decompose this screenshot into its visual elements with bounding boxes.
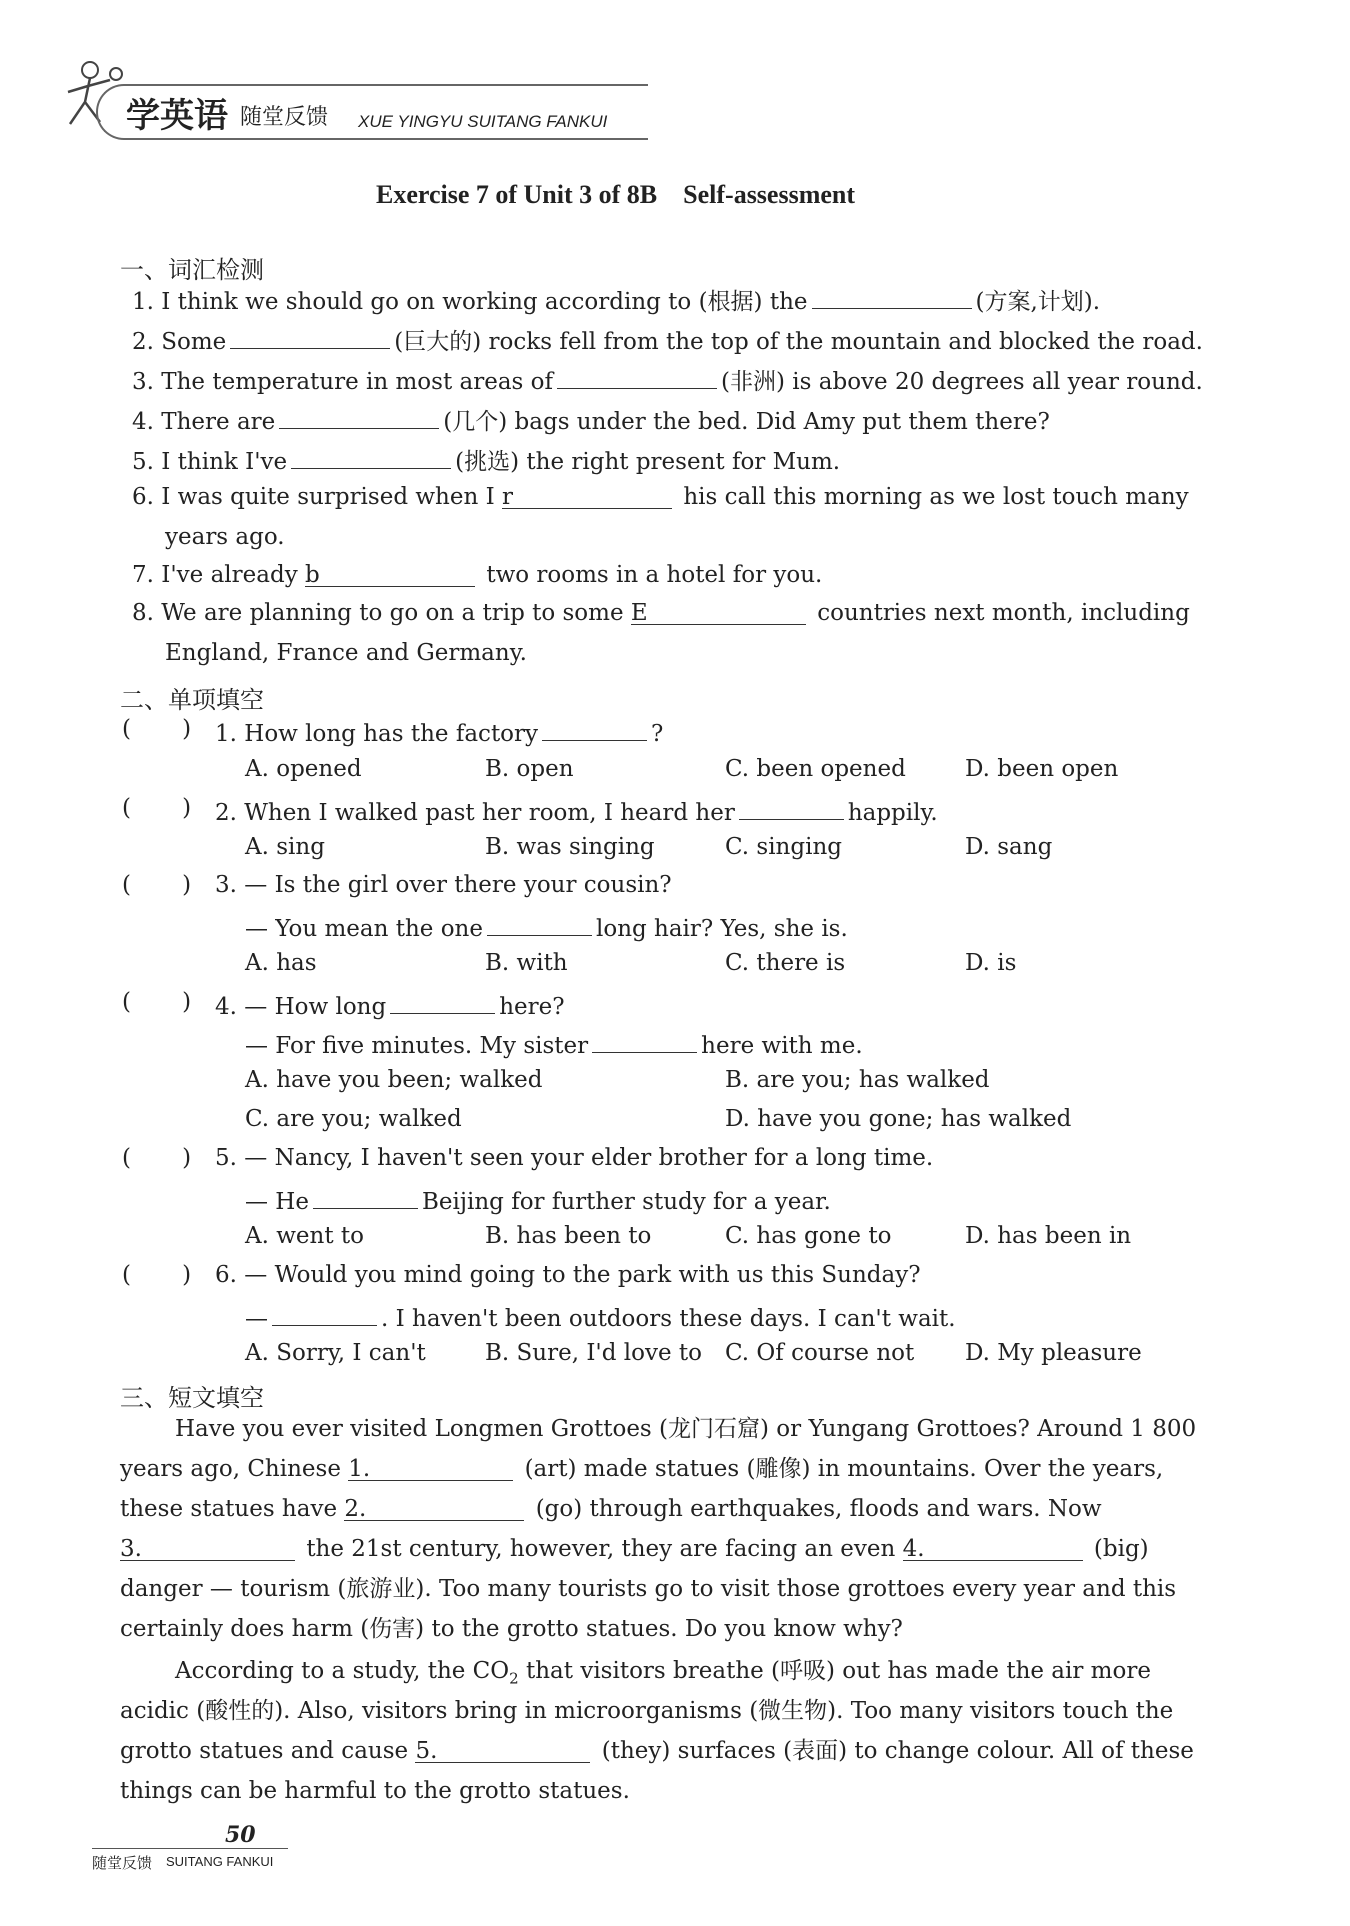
- vocab-item: 4. There are (几个) bags under the bed. Did Amy put them there?: [132, 406, 1050, 434]
- passage-line: 3. the 21st century, however, they are facing an even 4. (big): [120, 1536, 1149, 1562]
- passage-line: certainly does harm (伤害) to the grotto statues. Do you know why?: [120, 1616, 903, 1642]
- mc-question: 4. — How long here?: [215, 991, 565, 1019]
- mc-option[interactable]: D. has been in: [965, 1223, 1132, 1249]
- answer-paren[interactable]: ( ): [122, 716, 192, 742]
- mc-option[interactable]: D. is: [965, 950, 1017, 976]
- answer-paren[interactable]: ( ): [122, 989, 192, 1015]
- answer-blank[interactable]: 4.: [903, 1538, 1083, 1561]
- mc-option[interactable]: B. Sure, I'd love to: [485, 1340, 702, 1366]
- footer-brand-en: SUITANG FANKUI: [166, 1854, 274, 1869]
- answer-blank[interactable]: r: [502, 486, 672, 509]
- answer-blank[interactable]: 3.: [120, 1538, 295, 1561]
- section3-heading: 三、短文填空: [120, 1384, 264, 1412]
- page-number: 50: [225, 1822, 256, 1848]
- mc-question-cont: — . I haven't been outdoors these days. I can't wait.: [245, 1303, 956, 1331]
- answer-blank[interactable]: [812, 286, 972, 309]
- mc-option[interactable]: B. are you; has walked: [725, 1067, 990, 1093]
- answer-paren[interactable]: ( ): [122, 795, 192, 821]
- mc-option[interactable]: D. sang: [965, 834, 1053, 860]
- mc-question-cont: — For five minutes. My sister here with me.: [245, 1030, 863, 1058]
- answer-paren[interactable]: ( ): [122, 1145, 192, 1171]
- mc-option[interactable]: C. Of course not: [725, 1340, 915, 1366]
- mc-option[interactable]: C. are you; walked: [245, 1106, 462, 1132]
- mc-option[interactable]: D. have you gone; has walked: [725, 1106, 1072, 1132]
- answer-blank[interactable]: [739, 797, 844, 820]
- answer-blank[interactable]: 2.: [344, 1498, 524, 1521]
- mc-question-cont: — You mean the one long hair? Yes, she is.: [245, 913, 848, 941]
- mc-option[interactable]: A. opened: [245, 756, 362, 782]
- passage-line: years ago, Chinese 1. (art) made statues (雕像) in mountains. Over the years,: [120, 1456, 1164, 1482]
- answer-blank[interactable]: 5.: [415, 1740, 590, 1763]
- mc-option[interactable]: B. has been to: [485, 1223, 652, 1249]
- mc-option[interactable]: A. Sorry, I can't: [245, 1340, 426, 1366]
- mc-option[interactable]: C. been opened: [725, 756, 906, 782]
- mc-option[interactable]: C. has gone to: [725, 1223, 892, 1249]
- answer-blank[interactable]: b: [305, 564, 475, 587]
- answer-blank[interactable]: [230, 326, 390, 349]
- header-brand-en: XUE YINGYU SUITANG FANKUI: [358, 112, 608, 131]
- mc-option[interactable]: A. went to: [245, 1223, 364, 1249]
- answer-blank[interactable]: 1.: [348, 1458, 513, 1481]
- passage-line: acidic (酸性的). Also, visitors bring in microorganisms (微生物). Too many visitors touch the: [120, 1698, 1174, 1724]
- mc-option[interactable]: B. with: [485, 950, 568, 976]
- vocab-item: 8. We are planning to go on a trip to some E countries next month, including: [132, 600, 1190, 626]
- vocab-item-cont: England, France and Germany.: [165, 640, 527, 666]
- answer-blank[interactable]: [272, 1303, 377, 1326]
- answer-blank[interactable]: [390, 991, 495, 1014]
- answer-paren[interactable]: ( ): [122, 1262, 192, 1288]
- answer-blank[interactable]: [487, 913, 592, 936]
- passage-line: According to a study, the $CO_2$ that visitors breathe (呼吸) out has made the air more: [175, 1658, 1151, 1688]
- mc-question-cont: — He Beijing for further study for a year.: [245, 1186, 831, 1214]
- mc-question: 1. How long has the factory ?: [215, 718, 663, 746]
- answer-blank[interactable]: [592, 1030, 697, 1053]
- passage-line: danger — tourism (旅游业). Too many tourists go to visit those grottoes every year and this: [120, 1576, 1177, 1602]
- vocab-item: 7. I've already b two rooms in a hotel for you.: [132, 562, 823, 588]
- mc-option[interactable]: D. been open: [965, 756, 1119, 782]
- answer-blank[interactable]: [291, 446, 451, 469]
- mc-question: 5. — Nancy, I haven't seen your elder brother for a long time.: [215, 1145, 934, 1171]
- vocab-item: 6. I was quite surprised when I r his call this morning as we lost touch many: [132, 484, 1189, 510]
- vocab-item-cont: years ago.: [165, 524, 285, 550]
- mc-option[interactable]: B. open: [485, 756, 574, 782]
- footer-rule: [92, 1848, 288, 1849]
- header-brand-cn2: 随堂反馈: [240, 105, 329, 130]
- mc-option[interactable]: C. singing: [725, 834, 842, 860]
- footer-brand-cn: 随堂反馈: [92, 1854, 153, 1872]
- mc-option[interactable]: B. was singing: [485, 834, 655, 860]
- answer-blank[interactable]: [557, 366, 717, 389]
- section2-heading: 二、单项填空: [120, 686, 264, 714]
- answer-paren[interactable]: ( ): [122, 872, 192, 898]
- passage-line: these statues have 2. (go) through earthquakes, floods and wars. Now: [120, 1496, 1102, 1522]
- passage-line: Have you ever visited Longmen Grottoes (龙门石窟) or Yungang Grottoes? Around 1 800: [175, 1416, 1197, 1442]
- mc-option[interactable]: A. have you been; walked: [245, 1067, 543, 1093]
- vocab-item: 3. The temperature in most areas of (非洲) is above 20 degrees all year round.: [132, 366, 1203, 394]
- mc-question: 6. — Would you mind going to the park with us this Sunday?: [215, 1262, 921, 1288]
- vocab-item: 1. I think we should go on working according to (根据) the (方案,计划).: [132, 286, 1100, 314]
- header-brand-cn: 学英语: [126, 96, 228, 136]
- section1-heading: 一、词汇检测: [120, 256, 264, 284]
- vocab-item: 2. Some (巨大的) rocks fell from the top of the mountain and blocked the road.: [132, 326, 1203, 354]
- answer-blank[interactable]: E: [631, 602, 806, 625]
- passage-line: things can be harmful to the grotto statues.: [120, 1778, 630, 1804]
- mc-option[interactable]: D. My pleasure: [965, 1340, 1142, 1366]
- mc-question: 2. When I walked past her room, I heard her happily.: [215, 797, 938, 825]
- vocab-item: 5. I think I've (挑选) the right present for Mum.: [132, 446, 840, 474]
- mc-question: 3. — Is the girl over there your cousin?: [215, 872, 672, 898]
- mc-option[interactable]: A. sing: [245, 834, 325, 860]
- page-title: Exercise 7 of Unit 3 of 8B Self-assessment: [376, 180, 856, 209]
- passage-line: grotto statues and cause 5. (they) surfaces (表面) to change colour. All of these: [120, 1738, 1194, 1764]
- answer-blank[interactable]: [279, 406, 439, 429]
- mc-option[interactable]: A. has: [245, 950, 317, 976]
- mc-option[interactable]: C. there is: [725, 950, 846, 976]
- answer-blank[interactable]: [313, 1186, 418, 1209]
- answer-blank[interactable]: [542, 718, 647, 741]
